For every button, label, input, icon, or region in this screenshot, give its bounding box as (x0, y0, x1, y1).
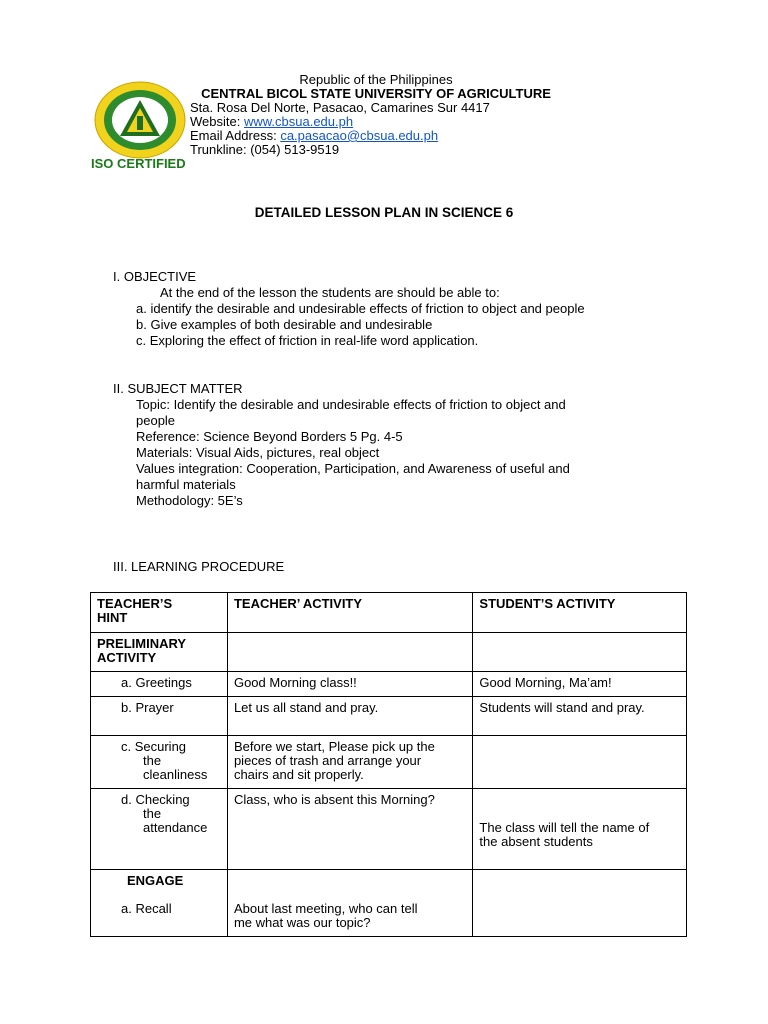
university-seal-logo (92, 80, 188, 160)
hint-attendance: d. Checking the attendance (91, 789, 228, 870)
trunkline: Trunkline: (054) 513-9519 (190, 142, 340, 157)
topic-line-2: people (136, 413, 176, 428)
republic-line: Republic of the Philippines (299, 72, 453, 87)
table-row (91, 697, 687, 736)
methodology-line: Methodology: 5E’s (136, 493, 243, 508)
header-block (190, 73, 562, 101)
university-name: CENTRAL BICOL STATE UNIVERSITY OF AGRICULTURE (201, 86, 551, 101)
teacher-cleanliness: Before we start, Please pick up the pieces of trash and arrange your chairs and sit properly. (227, 736, 472, 789)
table-row (91, 672, 687, 697)
objective-item-b: b. Give examples of both desirable and undesirable (136, 317, 433, 332)
preliminary-activity-cell: PRELIMINARY ACTIVITY (91, 633, 228, 672)
header-student-activity: STUDENT’S ACTIVITY (473, 593, 687, 633)
email-line: Email Address: ca.pasacao@cbsua.edu.ph (190, 128, 439, 143)
address-line: Sta. Rosa Del Norte, Pasacao, Camarines Sur 4417 (190, 100, 490, 115)
teacher-recall: About last meeting, who can tell me what was our topic? (227, 870, 472, 937)
table-row (91, 633, 687, 672)
header-teacher-activity: TEACHER’ ACTIVITY (227, 593, 472, 633)
objective-section (113, 269, 585, 349)
table-row (91, 789, 687, 870)
student-prayer: Students will stand and pray. (473, 697, 687, 736)
table-row (91, 870, 687, 937)
subject-heading: II. SUBJECT MATTER (113, 381, 243, 396)
hint-cleanliness: c. Securing the cleanliness (91, 736, 228, 789)
table-header-row (91, 593, 687, 633)
procedure-heading: III. LEARNING PROCEDURE (113, 559, 285, 574)
objective-item-a: a. identify the desirable and undesirable effects of friction to object and people (136, 301, 585, 316)
subject-matter-section (113, 381, 570, 509)
reference-line: Reference: Science Beyond Borders 5 Pg. 4-5 (136, 429, 403, 444)
table-row (91, 736, 687, 789)
lesson-plan-table (90, 592, 687, 937)
iso-certified-label: ISO CERTIFIED (91, 156, 186, 171)
values-line-2: harmful materials (136, 477, 236, 492)
materials-line: Materials: Visual Aids, pictures, real object (136, 445, 380, 460)
objective-intro: At the end of the lesson the students are should be able to: (160, 285, 500, 300)
engage-cell: ENGAGE a. Recall (91, 870, 228, 937)
teacher-prayer: Let us all stand and pray. (227, 697, 472, 736)
student-attendance: The class will tell the name of the absent students (473, 789, 687, 870)
values-line: Values integration: Cooperation, Participation, and Awareness of useful and (136, 461, 570, 476)
website-line: Website: www.cbsua.edu.ph (190, 114, 354, 129)
teacher-attendance: Class, who is absent this Morning? (227, 789, 472, 870)
hint-prayer: b. Prayer (91, 697, 228, 736)
website-link[interactable]: www.cbsua.edu.ph (243, 114, 354, 129)
email-link[interactable]: ca.pasacao@cbsua.edu.ph (280, 128, 439, 143)
objective-heading: I. OBJECTIVE (113, 269, 197, 284)
topic-line: Topic: Identify the desirable and undesirable effects of friction to object and (136, 397, 566, 412)
header-teachers-hint: TEACHER’S HINT (91, 593, 228, 633)
document-title: DETAILED LESSON PLAN IN SCIENCE 6 (254, 205, 514, 220)
student-greetings: Good Morning, Ma’am! (473, 672, 687, 697)
address-block (190, 101, 490, 157)
teacher-greetings: Good Morning class!! (227, 672, 472, 697)
objective-item-c: c. Exploring the effect of friction in real-life word application. (136, 333, 479, 348)
hint-greetings: a. Greetings (91, 672, 228, 697)
